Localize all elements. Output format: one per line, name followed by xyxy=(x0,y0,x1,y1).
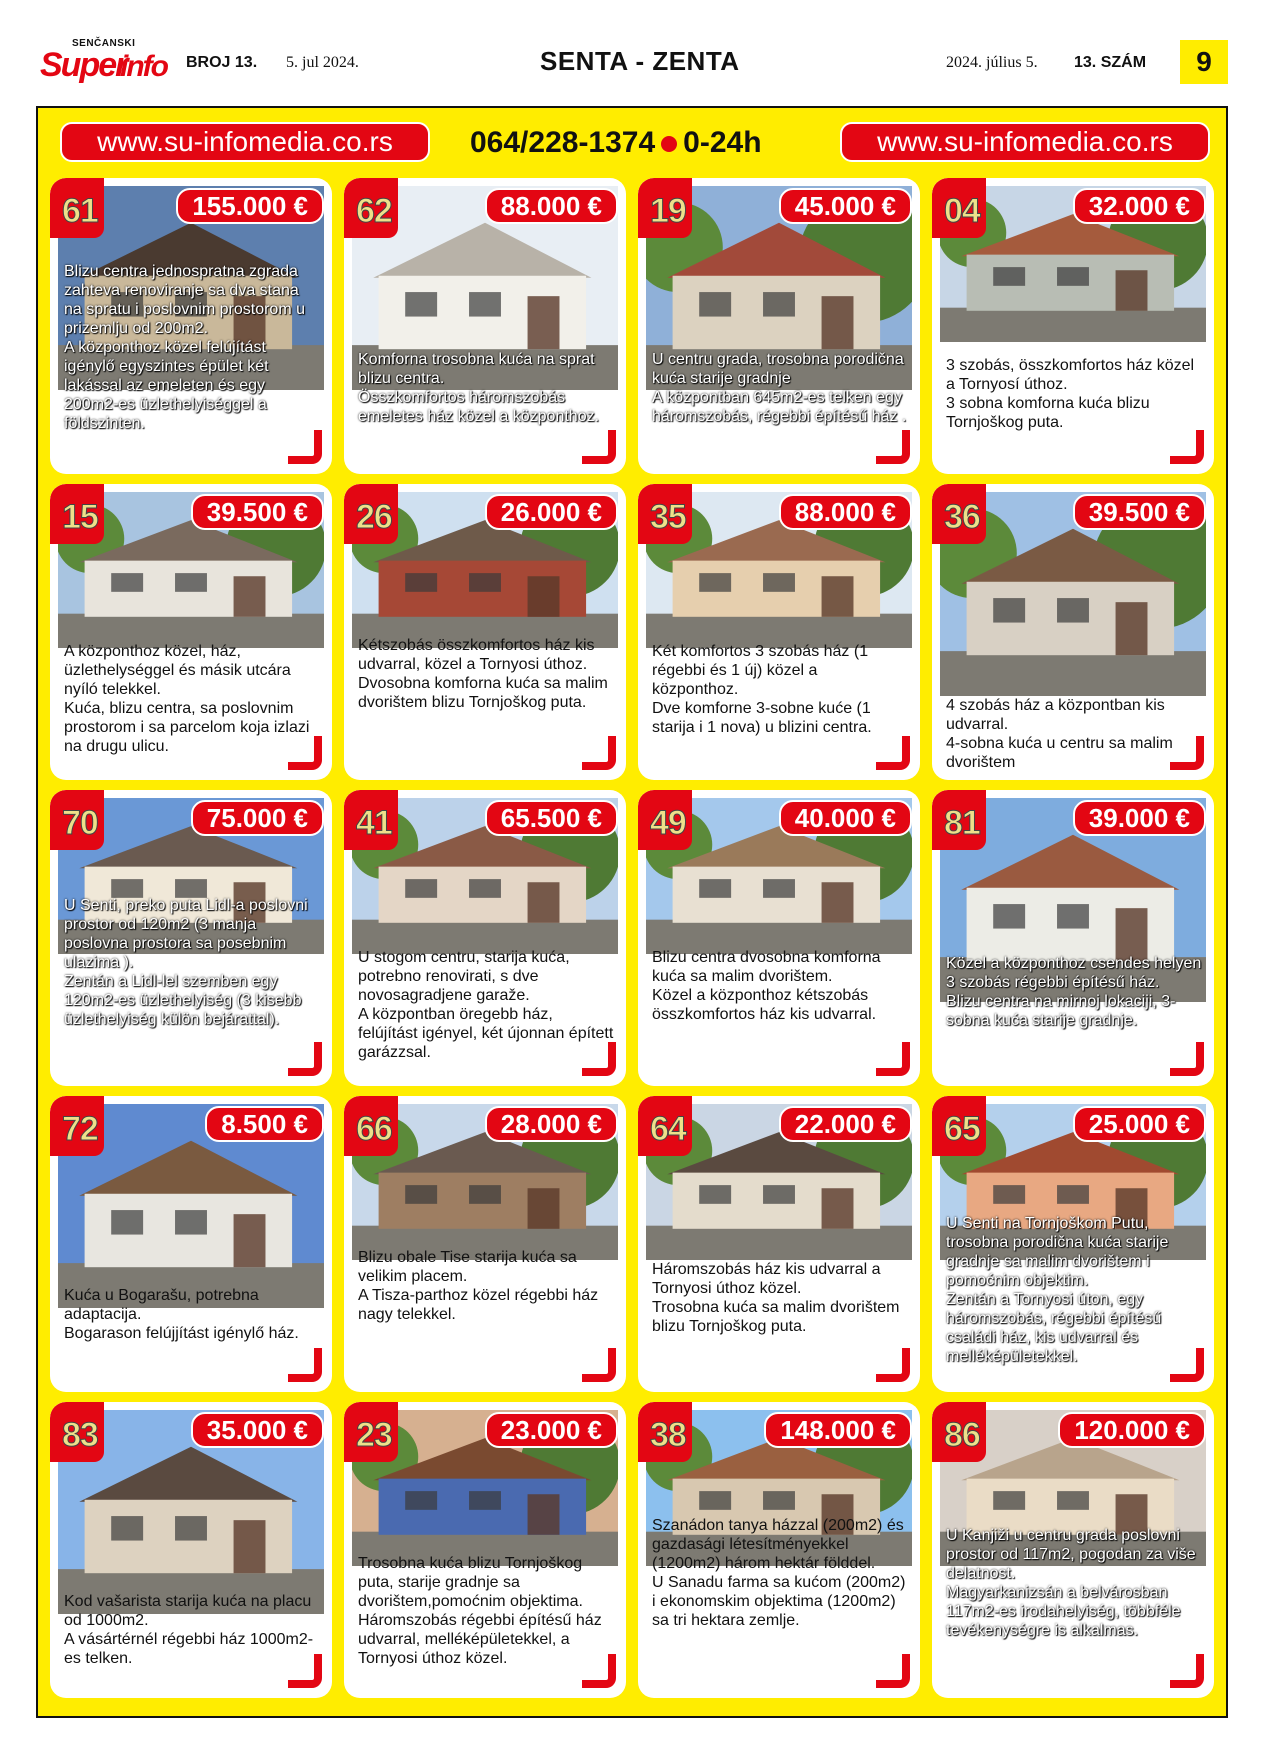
listing-price: 40.000 € xyxy=(779,800,912,836)
corner-accent-icon xyxy=(288,1654,322,1688)
listing-price: 35.000 € xyxy=(191,1412,324,1448)
listing-description: 3 szobás, összkomfortos ház közel a Tornyosí úthoz. 3 sobna komforna kuća blizu Tornjoškog puta. xyxy=(946,357,1195,431)
listing-description: Szanádon tanya házzal (200m2) és gazdasági létesítményekkel (1200m2) három hektár földdel. U Sanadu farma sa kućom (200m2) i ekonomskim objektima (1200m2) sa tri hektara zemlje. xyxy=(652,1517,906,1629)
listing-description: Kétszobás összkomfortos ház kis udvarral, közel a Tornyosi úthoz. Dvosobna komforna kuća sa malim dvorištem blizu Tornjoškog puta. xyxy=(358,637,608,711)
listing-description: U stogom centru, starija kuća, potrebno renovirati, s dve novosagradjene garaže. A központban öregebb ház, felújítást igényel, két újonnan épített garázzsal. xyxy=(358,949,614,1061)
corner-accent-icon xyxy=(582,1042,616,1076)
listing-card[interactable] xyxy=(344,790,626,1086)
superinfo-logo xyxy=(40,38,168,92)
listing-card[interactable] xyxy=(344,1096,626,1392)
listing-id: 66 xyxy=(356,1110,392,1148)
listing-description: Blizu centra jednospratna zgrada zahteva renoviranje sa dva stana na spratu i poslovnim prostorom u prizemlju od 200m2. A központhoz közel felújítást igénylő egyszintes épület két lakással az emeleten és egy 200m2-es üzlethelyiséggel a földszinten. xyxy=(64,263,305,432)
listing-id: 41 xyxy=(356,804,392,842)
corner-accent-icon xyxy=(288,736,322,770)
listing-id: 62 xyxy=(356,192,392,230)
corner-accent-icon xyxy=(582,1348,616,1382)
listing-card[interactable] xyxy=(638,484,920,780)
corner-accent-icon xyxy=(1170,736,1204,770)
listing-id: 36 xyxy=(944,498,980,536)
corner-accent-icon xyxy=(876,736,910,770)
red-dot-icon xyxy=(661,136,677,152)
corner-accent-icon xyxy=(876,430,910,464)
corner-accent-icon xyxy=(288,1348,322,1382)
listing-id: 49 xyxy=(650,804,686,842)
listing-id: 38 xyxy=(650,1416,686,1454)
listing-id: 65 xyxy=(944,1110,980,1148)
corner-accent-icon xyxy=(1170,1348,1204,1382)
corner-accent-icon xyxy=(582,1654,616,1688)
listing-id: 83 xyxy=(62,1416,98,1454)
listing-id: 61 xyxy=(62,192,98,230)
corner-accent-icon xyxy=(582,430,616,464)
corner-accent-icon xyxy=(1170,1654,1204,1688)
listing-description: 4 szobás ház a központban kis udvarral. 4-sobna kuća u centru sa malim dvorištem xyxy=(946,697,1173,771)
corner-accent-icon xyxy=(288,430,322,464)
listing-price: 88.000 € xyxy=(485,188,618,224)
listing-id: 81 xyxy=(944,804,980,842)
listing-price: 32.000 € xyxy=(1073,188,1206,224)
hours-label: 0-24h xyxy=(683,126,762,159)
listing-card[interactable] xyxy=(638,1402,920,1698)
issue-date-sr: 5. jul 2024. xyxy=(286,54,359,71)
listing-id: 72 xyxy=(62,1110,98,1148)
issue-date-hu: 2024. július 5. xyxy=(946,54,1038,71)
page-header xyxy=(0,0,1264,100)
listing-price: 120.000 € xyxy=(1058,1412,1206,1448)
listing-description: U Senti na Tornjoškom Putu, trosobna porodična kuća starije gradnje sa malim dvorištem i pomoćnim objektim. Zentán a Tornyosi úton, egy háromszobás, régebbi építésű családi ház, kis udvarral és melléképületekkel. xyxy=(946,1215,1169,1365)
corner-accent-icon xyxy=(582,736,616,770)
listing-price: 39.500 € xyxy=(1073,494,1206,530)
listing-price: 25.000 € xyxy=(1073,1106,1206,1142)
listing-card[interactable] xyxy=(50,178,332,474)
listing-id: 15 xyxy=(62,498,98,536)
listing-id: 86 xyxy=(944,1416,980,1454)
page-title: SENTA - ZENTA xyxy=(540,46,740,76)
issue-number-hu: 13. SZÁM xyxy=(1074,54,1147,71)
logo-info-text: info xyxy=(120,50,167,83)
website-url-left[interactable]: www.su-infomedia.co.rs xyxy=(60,122,430,162)
listing-card[interactable] xyxy=(638,178,920,474)
listing-description: Blizu obale Tise starija kuća sa velikim placem. A Tisza-parthoz közel régebbi ház nagy telekkel. xyxy=(358,1249,599,1323)
listing-card[interactable] xyxy=(50,484,332,780)
listing-price: 22.000 € xyxy=(779,1106,912,1142)
listings-frame xyxy=(36,106,1228,1718)
phone-banner xyxy=(470,126,762,160)
listing-id: 19 xyxy=(650,192,686,230)
logo-super-text: Super xyxy=(40,46,127,84)
listing-description: Közel a központhoz csendes helyen 3 szobás régebbi építésű ház. Blizu centra na mirnoj lokaciji, 3-sobna kuća starije gradnje. xyxy=(946,955,1202,1029)
listing-id: 26 xyxy=(356,498,392,536)
logo-small-text: SENČANSKI xyxy=(72,38,136,49)
listing-card[interactable] xyxy=(932,1096,1214,1392)
listing-price: 65.500 € xyxy=(485,800,618,836)
page-number: 9 xyxy=(1180,40,1228,84)
listing-card[interactable] xyxy=(932,790,1214,1086)
listing-description: Komforna trosobna kuća na sprat blizu centra. Összkomfortos háromszobás emeletes ház közel a központhoz. xyxy=(358,351,600,425)
listing-description: U Senti, preko puta Lidl-a poslovni prostor od 120m2 (3 manja poslovna prostora sa posebnim ulazima ). Zentán a Lidl-lel szemben egy 120m2-es üzlethelyiség (3 kisebb üzlethelyiség külön bejárattal). xyxy=(64,897,308,1028)
listing-price: 26.000 € xyxy=(485,494,618,530)
listing-price: 39.000 € xyxy=(1073,800,1206,836)
listing-card[interactable] xyxy=(344,484,626,780)
listing-description: A központhoz közel, ház, üzlethelységgel és másik utcára nyíló telekkel. Kuća, blizu centra, sa poslovnim prostorom i sa parcelom koja izlazi na drugu ulicu. xyxy=(64,643,310,755)
listing-id: 35 xyxy=(650,498,686,536)
listing-price: 155.000 € xyxy=(176,188,324,224)
corner-accent-icon xyxy=(876,1654,910,1688)
listing-price: 75.000 € xyxy=(191,800,324,836)
listing-card[interactable] xyxy=(50,1096,332,1392)
listing-price: 8.500 € xyxy=(205,1106,324,1142)
listing-card[interactable] xyxy=(50,1402,332,1698)
corner-accent-icon xyxy=(876,1042,910,1076)
listing-card[interactable] xyxy=(932,178,1214,474)
listing-description: U centru grada, trosobna porodična kuća starije gradnje A központban 645m2-es telken egy háromszobás, régebbi építésű ház . xyxy=(652,351,907,425)
listing-id: 04 xyxy=(944,192,980,230)
listing-description: U Kanjiži u centru grada poslovni prostor od 117m2, pogodan za više delatnost. Magyarkanizsán a belvárosban 117m2-es irodahelyiség, többféle tevékenységre is alkalmas. xyxy=(946,1527,1196,1639)
phone-number[interactable]: 064/228-1374 xyxy=(470,126,656,159)
listing-card[interactable] xyxy=(638,790,920,1086)
listing-price: 88.000 € xyxy=(779,494,912,530)
listing-card[interactable] xyxy=(932,1402,1214,1698)
listing-card[interactable] xyxy=(344,178,626,474)
listing-price: 28.000 € xyxy=(485,1106,618,1142)
listing-card[interactable] xyxy=(344,1402,626,1698)
listing-id: 23 xyxy=(356,1416,392,1454)
issue-label: BROJ 13. xyxy=(186,54,258,71)
corner-accent-icon xyxy=(876,1348,910,1382)
listing-price: 45.000 € xyxy=(779,188,912,224)
listing-price: 148.000 € xyxy=(764,1412,912,1448)
listing-description: Trosobna kuća blizu Tornjoškog puta, starije gradnje sa dvorištem,pomoćnim objektima. Háromszobás régebbi építésű ház udvarral, melléképületekkel, a Tornyosi úthoz közel. xyxy=(358,1555,602,1667)
listing-description: Blizu centra dvosobna komforna kuća sa malim dvorištem. Közel a központhoz kétszobás összkomfortos ház kis udvarral. xyxy=(652,949,881,1023)
listing-card[interactable] xyxy=(50,790,332,1086)
listing-description: Kod vašarista starija kuća na placu od 1000m2. A vásártérnél régebbi ház 1000m2-es telken. xyxy=(64,1593,314,1667)
listing-id: 64 xyxy=(650,1110,686,1148)
corner-accent-icon xyxy=(1170,1042,1204,1076)
listing-description: Kuća u Bogarašu, potrebna adaptacija. Bogarason felújjítást igénylő ház. xyxy=(64,1287,299,1342)
listing-description: Háromszobás ház kis udvarral a Tornyosi úthoz közel. Trosobna kuća sa malim dvorištem blizu Tornjoškog puta. xyxy=(652,1261,900,1335)
listing-card[interactable] xyxy=(932,484,1214,780)
listing-id: 70 xyxy=(62,804,98,842)
listing-price: 23.000 € xyxy=(485,1412,618,1448)
listing-card[interactable] xyxy=(638,1096,920,1392)
listing-price: 39.500 € xyxy=(191,494,324,530)
corner-accent-icon xyxy=(288,1042,322,1076)
listing-description: Két komfortos 3 szobás ház (1 régebbi és 1 új) közel a központhoz. Dve komforne 3-sobne kuće (1 starija i 1 nova) u blizini centra. xyxy=(652,643,872,736)
corner-accent-icon xyxy=(1170,430,1204,464)
website-url-right[interactable]: www.su-infomedia.co.rs xyxy=(840,122,1210,162)
